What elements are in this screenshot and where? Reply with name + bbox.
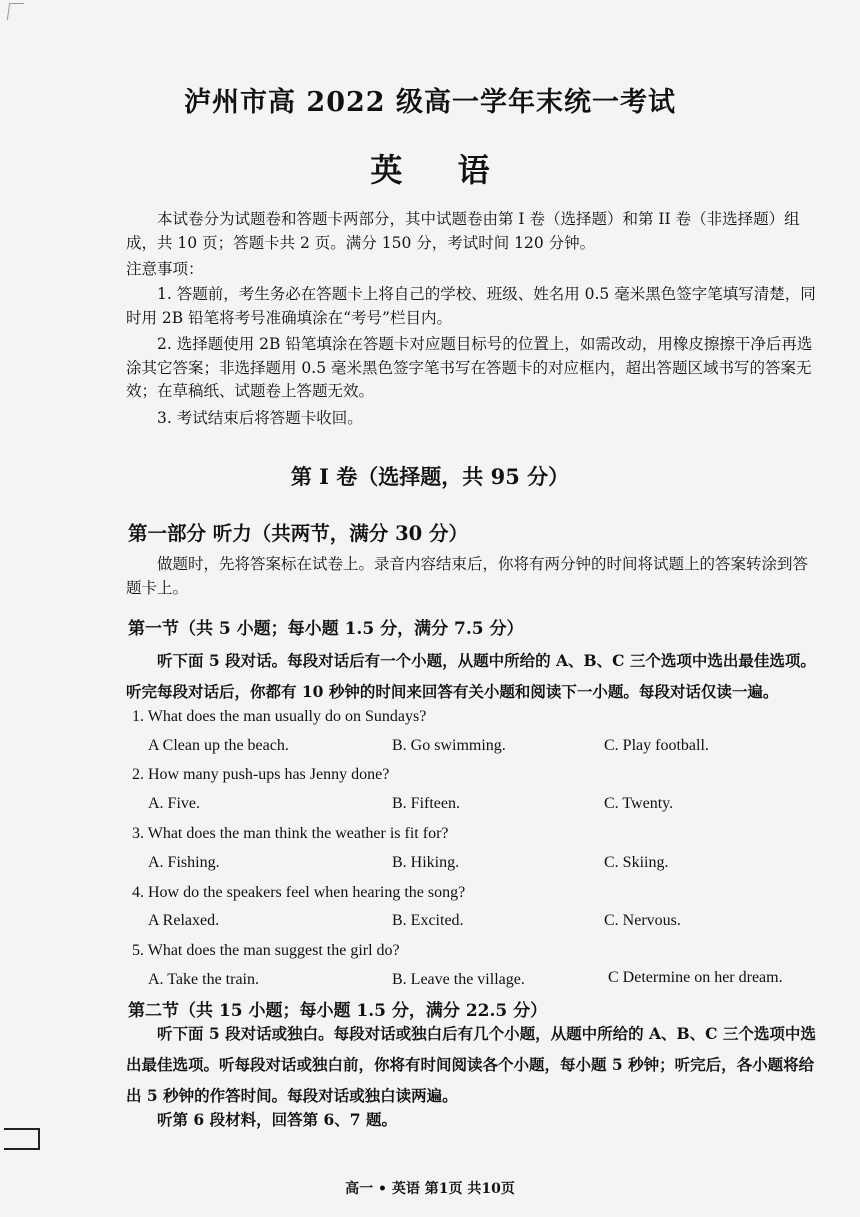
notice-item-1: 1. 答题前，考生务必在答题卡上将自己的学校、班级、姓名用 0.5 毫米黑色签字笔填写清楚，同时用 2B 铅笔将考号准确填涂在“考号”栏目内。 — [126, 285, 816, 327]
margin-bracket — [4, 1128, 40, 1150]
section1-instruction: 听下面 5 段对话。每段对话后有一个小题，从题中所给的 A、B、C 三个选项中选出最佳选项。听完每段对话后，你都有 10 秒钟的时间来回答有关小题和阅读下一小题。每段对话仅读一遍。 — [126, 651, 816, 701]
option-b: B. Excited. — [392, 912, 464, 929]
question-stem: 3. What does the man think the weather is fit for? — [132, 825, 449, 842]
option-b: B. Leave the village. — [392, 971, 525, 988]
question-stem: 5. What does the man suggest the girl do? — [132, 942, 400, 959]
notice-item-3: 3. 考试结束后将答题卡收回。 — [157, 409, 363, 427]
option-a: A. Five. — [148, 795, 200, 812]
option-a: A Clean up the beach. — [148, 737, 289, 754]
section2-title: 第二节（共 15 小题；每小题 1.5 分，满分 22.5 分） — [128, 1001, 548, 1021]
option-c: C. Skiing. — [604, 854, 669, 871]
option-a: A. Take the train. — [148, 971, 259, 988]
question-stem: 2. How many push-ups has Jenny done? — [132, 766, 390, 783]
part1-instruction: 做题时，先将答案标在试卷上。录音内容结束后，你将有两分钟的时间将试题上的答案转涂到答题卡上。 — [126, 555, 809, 597]
corner-mark — [7, 3, 24, 20]
page-footer: 高一 • 英语 第1页 共10页 — [345, 1181, 515, 1197]
option-c: C. Twenty. — [604, 795, 674, 812]
question-stem: 1. What does the man usually do on Sundays? — [132, 708, 427, 725]
notice-item-2: 2. 选择题使用 2B 铅笔填涂在答题卡对应题目标号的位置上，如需改动，用橡皮擦擦干净后再选涂其它答案；非选择题用 0.5 毫米黑色签字笔书写在答题卡的对应框内，超出答题区域书写的答案无效；在草稿纸、试题卷上答题无效。 — [126, 335, 813, 400]
option-a: A Relaxed. — [148, 912, 220, 929]
option-a: A. Fishing. — [148, 854, 220, 871]
option-c: C. Nervous. — [604, 912, 681, 929]
part1-title: 第一部分 听力（共两节，满分 30 分） — [128, 522, 469, 545]
question-stem: 4. How do the speakers feel when hearing the song? — [132, 884, 466, 901]
option-b: B. Hiking. — [392, 854, 460, 871]
section1-title: 第一节（共 5 小题；每小题 1.5 分，满分 7.5 分） — [128, 619, 524, 639]
volume-title: 第 I 卷（选择题，共 95 分） — [290, 464, 570, 489]
material-note: 听第 6 段材料，回答第 6、7 题。 — [157, 1110, 397, 1129]
option-c: C. Play football. — [604, 737, 709, 754]
subject-title: 英 语 — [370, 151, 512, 189]
option-b: B. Fifteen. — [392, 795, 460, 812]
option-b: B. Go swimming. — [392, 737, 506, 754]
section2-instruction: 听下面 5 段对话或独白。每段对话或独白后有几个小题，从题中所给的 A、B、C 三个选项中选出最佳选项。听每段对话或独白前，你将有时间阅读各个小题，每小题 5 秒钟；听完后，各小题将给出 5 秒钟的作答时间。每段对话或独白读两遍。 — [126, 1024, 816, 1105]
notice-label: 注意事项： — [126, 260, 204, 278]
exam-title: 泸州市高 2022 级高一学年末统一考试 — [184, 87, 676, 118]
option-c: C Determine on her dream. — [608, 969, 783, 986]
intro-paragraph: 本试卷分为试题卷和答题卡两部分，其中试题卷由第 I 卷（选择题）和第 II 卷（非选择题）组成，共 10 页；答题卡共 2 页。满分 150 分，考试时间 120 分钟。 — [126, 210, 800, 252]
